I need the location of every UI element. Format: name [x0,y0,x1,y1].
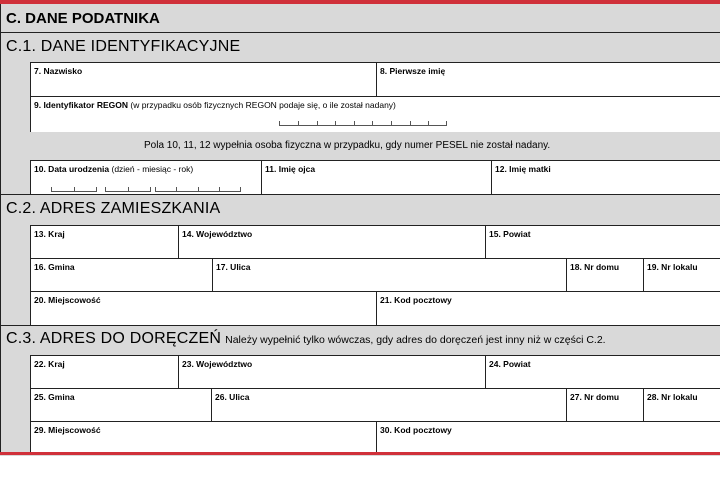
month-ticks [105,185,151,192]
field-20-label: 20. Miejscowość [34,295,101,305]
field-20-miejscowosc[interactable] [30,291,376,325]
field-29-label: 29. Miejscowość [34,425,101,435]
field-14-label: 14. Województwo [182,229,253,239]
field-18-label: 18. Nr domu [570,262,620,272]
field-13-kraj[interactable] [30,225,178,259]
left-border [0,4,1,452]
field-24-label: 24. Powiat [489,359,531,369]
c3-note: Należy wypełnić tylko wówczas, gdy adres do doręczeń jest inny niż w części C.2. [225,334,606,346]
field-25-gmina[interactable] [30,388,211,422]
field-15-powiat[interactable] [485,225,720,259]
year-ticks [155,185,241,192]
field-16-gmina[interactable] [30,258,212,292]
c2-title: C.2. ADRES ZAMIESZKANIA [6,200,221,217]
field-9-regon[interactable] [30,96,720,132]
field-15-label: 15. Powiat [489,229,531,239]
field-18-nr-domu[interactable] [566,258,643,292]
c1-title: C.1. DANE IDENTYFIKACYJNE [6,38,241,55]
field-17-label: 17. Ulica [216,262,251,272]
field-13-label: 13. Kraj [34,229,65,239]
field-28-nr-lokalu[interactable] [643,388,720,422]
field-22-kraj[interactable] [30,355,178,389]
field-10-label-note: (dzień - miesiąc - rok) [111,164,194,174]
field-19-nr-lokalu[interactable] [643,258,720,292]
field-12-imie-matki[interactable] [491,160,720,194]
day-ticks [51,185,97,192]
field-29-miejscowosc[interactable] [30,421,376,452]
field-12-label: 12. Imię matki [495,164,551,174]
field-23-wojewodztwo[interactable] [178,355,485,389]
field-30-label: 30. Kod pocztowy [380,425,452,435]
field-11-imie-ojca[interactable] [261,160,491,194]
field-21-kod-pocztowy[interactable] [376,291,720,325]
field-19-label: 19. Nr lokalu [647,262,698,272]
field-7-nazwisko[interactable] [30,62,376,98]
section-title: C. DANE PODATNIKA [6,10,160,27]
field-25-label: 25. Gmina [34,392,75,402]
field-14-wojewodztwo[interactable] [178,225,485,259]
field-9-label-main: 9. Identyfikator REGON [34,100,128,110]
field-8-pierwsze-imie[interactable] [376,62,720,98]
divider [0,32,720,33]
regon-digit-ticks [279,119,447,126]
field-8-label: 8. Pierwsze imię [380,66,446,76]
pesel-info-text: Pola 10, 11, 12 wypełnia osoba fizyczna w przypadku, gdy numer PESEL nie został nadany. [144,140,551,151]
field-28-label: 28. Nr lokalu [647,392,698,402]
field-26-ulica[interactable] [211,388,566,422]
field-21-label: 21. Kod pocztowy [380,295,452,305]
field-23-label: 23. Województwo [182,359,253,369]
field-10-label-main: 10. Data urodzenia [34,164,110,174]
field-9-label [34,100,396,110]
c3-title: C.3. ADRES DO DORĘCZEŃ [6,330,222,347]
field-26-label: 26. Ulica [215,392,250,402]
top-red-border [0,0,720,4]
field-17-ulica[interactable] [212,258,566,292]
divider [0,325,720,326]
field-16-label: 16. Gmina [34,262,75,272]
field-7-label: 7. Nazwisko [34,66,83,76]
field-27-label: 27. Nr domu [570,392,620,402]
divider [0,194,720,195]
bottom-red-border [0,452,720,455]
field-30-kod-pocztowy[interactable] [376,421,720,452]
field-27-nr-domu[interactable] [566,388,643,422]
field-10-data-urodzenia[interactable] [30,160,261,194]
c3-title-row [6,330,606,348]
field-11-label: 11. Imię ojca [265,164,316,174]
field-24-powiat[interactable] [485,355,720,389]
field-10-label [34,164,193,174]
field-22-label: 22. Kraj [34,359,65,369]
field-9-label-note: (w przypadku osób fizycznych REGON podaje się, o ile został nadany) [130,100,396,110]
